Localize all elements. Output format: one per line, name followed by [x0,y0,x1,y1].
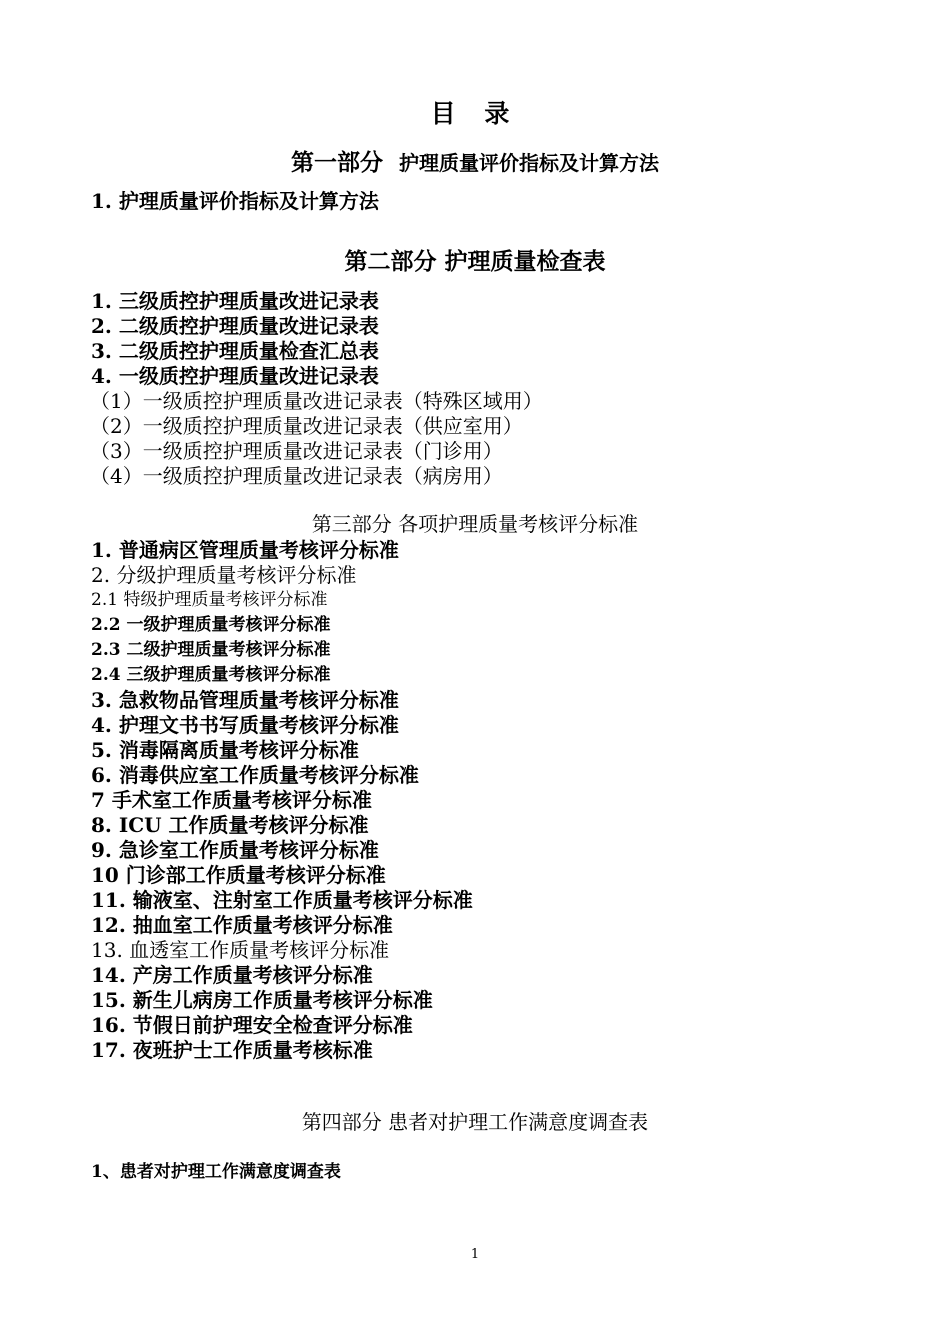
toc-item: 4. 护理文书书写质量考核评分标准 [91,713,399,737]
toc-item: 6. 消毒供应室工作质量考核评分标准 [91,763,419,787]
toc-subitem: （1）一级质控护理质量改进记录表（特殊区域用） [90,389,543,413]
toc-item: 10 门诊部工作质量考核评分标准 [91,863,386,887]
toc-item: 1. 护理质量评价指标及计算方法 [91,189,379,213]
toc-item: 12. 抽血室工作质量考核评分标准 [91,913,393,937]
toc-item: 13. 血透室工作质量考核评分标准 [91,938,390,962]
part2-heading: 第二部分 护理质量检查表 [344,248,606,275]
toc-item: 8. ICU 工作质量考核评分标准 [91,813,369,837]
part1-label: 第一部分 [290,149,383,176]
toc-item: 1. 三级质控护理质量改进记录表 [91,289,379,313]
toc-subitem: （4）一级质控护理质量改进记录表（病房用） [90,464,503,488]
toc-subitem: 2.1 特级护理质量考核评分标准 [91,590,328,610]
toc-subitem: （2）一级质控护理质量改进记录表（供应室用） [90,414,523,438]
toc-item: 1. 普通病区管理质量考核评分标准 [91,538,399,562]
toc-item: 9. 急诊室工作质量考核评分标准 [91,838,379,862]
toc-item: 3. 急救物品管理质量考核评分标准 [91,688,399,712]
part3-heading: 第三部分 各项护理质量考核评分标准 [311,512,639,536]
page-number: 1 [470,1247,480,1262]
part1-heading [0,150,950,176]
toc-subitem: （3）一级质控护理质量改进记录表（门诊用） [90,439,503,463]
toc-item: 5. 消毒隔离质量考核评分标准 [91,738,359,762]
toc-item: 3. 二级质控护理质量检查汇总表 [91,339,379,363]
toc-item: 11. 输液室、注射室工作质量考核评分标准 [91,888,473,912]
toc-item: 1、患者对护理工作满意度调查表 [91,1162,341,1182]
toc-item: 2. 分级护理质量考核评分标准 [91,563,357,587]
toc-subitem: 2.3 二级护理质量考核评分标准 [91,640,331,660]
toc-item: 17. 夜班护士工作质量考核标准 [91,1038,373,1062]
toc-subitem: 2.4 三级护理质量考核评分标准 [91,665,331,685]
toc-item: 4. 一级质控护理质量改进记录表 [91,364,379,388]
toc-subitem: 2.2 一级护理质量考核评分标准 [91,615,331,635]
toc-title: 目 录 [430,99,520,128]
toc-item: 16. 节假日前护理安全检查评分标准 [91,1013,413,1037]
toc-item: 2. 二级质控护理质量改进记录表 [91,314,379,338]
toc-item: 14. 产房工作质量考核评分标准 [91,963,373,987]
part4-heading: 第四部分 患者对护理工作满意度调查表 [301,1110,649,1134]
part1-subtitle: 护理质量评价指标及计算方法 [399,151,659,175]
toc-item: 7 手术室工作质量考核评分标准 [91,788,372,812]
toc-item: 15. 新生儿病房工作质量考核评分标准 [91,988,433,1012]
